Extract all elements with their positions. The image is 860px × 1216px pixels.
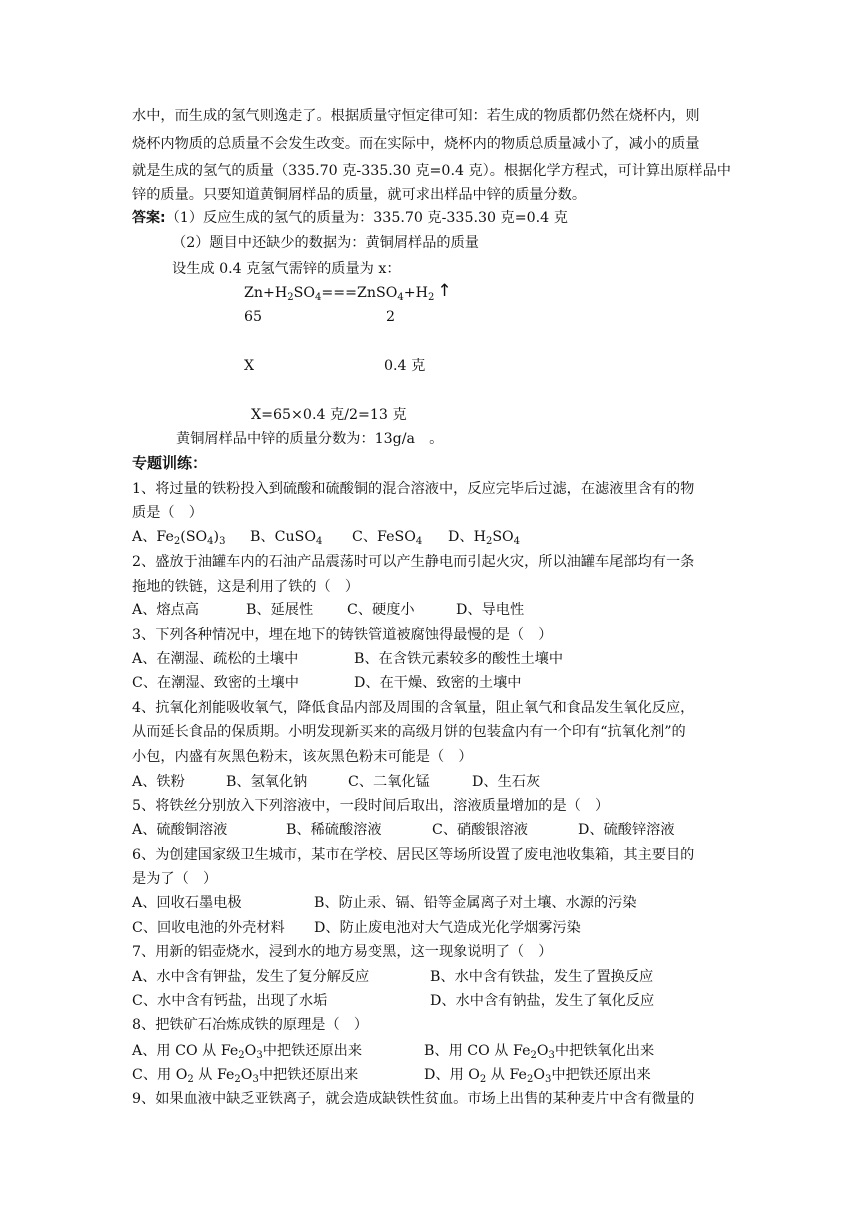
question-5-line-1: 5、将铁丝分别放入下列溶液中，一段时间后取出，溶液质量增加的是（ ）: [132, 798, 610, 814]
q5-option-c: C、硝酸银溶液: [432, 822, 528, 838]
mass-h2: 0.4 克: [384, 358, 426, 374]
q7-option-a: A、水中含有钾盐，发生了复分解反应: [132, 969, 370, 985]
intro-line-1: 水中，而生成的氢气则逸走了。根据质量守恒定律可知：若生成的物质都仍然在烧杯内，则: [132, 108, 700, 124]
q3-option-a: A、在潮湿、疏松的土壤中: [132, 651, 299, 667]
q8-option-d: D、用 $O_2$ 从 $Fe_2O_3$中把铁还原出来: [424, 1067, 651, 1085]
question-9-line-1: 9、如果血液中缺乏亚铁离子，就会造成缺铁性贫血。市场上出售的某种麦片中含有微量的: [132, 1091, 695, 1107]
q4-option-b: B、氢氧化钠: [226, 774, 308, 790]
gas-arrow-icon: ↑: [437, 281, 452, 301]
question-8-line-1: 8、把铁矿石冶炼成铁的原理是（ ）: [132, 1017, 369, 1033]
q7-option-c: C、水中含有钙盐，出现了水垢: [132, 993, 328, 1009]
question-2-line-2: 拖地的铁链，这是利用了铁的（ ）: [132, 579, 360, 595]
question-4-line-2: 从而延长食品的保质期。小明发现新买来的高级月饼的包装盒内有一个印有“抗氧化剂”的: [132, 724, 686, 740]
question-1-line-2: 质是（ ）: [132, 505, 203, 521]
question-1-line-1: 1、将过量的铁粉投入到硫酸和硫酸铜的混合溶液中，反应完毕后过滤，在滤液里含有的物: [132, 481, 695, 497]
molar-mass-zn: 65: [244, 309, 263, 325]
question-6-line-1: 6、为创建国家级卫生城市，某市在学校、居民区等场所设置了废电池收集箱，其主要目的: [132, 847, 695, 863]
section-title: 专题训练：: [132, 454, 208, 472]
q3-option-d: D、在干燥、致密的土壤中: [354, 675, 522, 691]
intro-line-2: 烧杯内物质的总质量不会发生改变。而在实际中，烧杯内的物质总质量减小了，减小的质量: [132, 136, 700, 152]
answer-part-1: （1）反应生成的氢气的质量为：335.70 克-335.30 克=0.4 克: [165, 210, 568, 226]
question-4-line-3: 小包，内盛有灰黑色粉末，该灰黑色粉末可能是（ ）: [132, 749, 473, 765]
q3-option-c: C、在潮湿、致密的土壤中: [132, 675, 299, 691]
answer-setup: 设生成 0.4 克氢气需锌的质量为 x：: [172, 261, 401, 277]
answer-label: 答案:: [132, 210, 166, 226]
q2-option-a: A、熔点高: [132, 602, 199, 618]
q5-option-a: A、硫酸铜溶液: [132, 822, 228, 838]
q5-option-b: B、稀硫酸溶液: [286, 822, 382, 838]
q4-option-a: A、铁粉: [132, 774, 185, 790]
q2-option-b: B、延展性: [246, 602, 314, 618]
question-2-line-1: 2、盛放于油罐车内的石油产品震荡时可以产生静电而引起火灾，所以油罐车尾部均有一条: [132, 554, 695, 570]
q6-option-c: C、回收电池的外壳材料: [132, 920, 285, 936]
q8-option-a: A、用 CO 从 $Fe_2O_3$中把铁还原出来: [132, 1043, 363, 1061]
chemical-equation: $Zn+H_2SO_4===ZnSO_4+H_2$ ↑: [244, 281, 452, 303]
answer-line-1: [132, 206, 568, 230]
q6-option-b: B、防止汞、镉、铅等金属离子对土壤、水源的污染: [314, 895, 637, 911]
fraction-line: 黄铜屑样品中锌的质量分数为：13g/a 。: [176, 431, 444, 447]
q8-option-b: B、用 CO 从 $Fe_2O_3$中把铁氧化出来: [424, 1043, 655, 1061]
question-3-line-1: 3、下列各种情况中，埋在地下的铸铁管道被腐蚀得最慢的是（ ）: [132, 627, 553, 643]
question-7-line-1: 7、用新的铝壶烧水，浸到水的地方易变黑，这一现象说明了（ ）: [132, 944, 553, 960]
q2-option-c: C、硬度小: [347, 602, 415, 618]
q3-option-b: B、在含铁元素较多的酸性土壤中: [354, 651, 564, 667]
q7-option-d: D、水中含有钠盐，发生了氧化反应: [430, 993, 655, 1009]
q1-option-c: C、FeSO$_4$: [352, 529, 423, 547]
solve-line: X=65×0.4 克/2=13 克: [251, 407, 407, 423]
intro-line-3: 就是生成的氢气的质量（335.70 克-335.30 克=0.4 克）。根据化学方程式，可计算出原样品中: [132, 163, 731, 179]
q4-option-d: D、生石灰: [472, 774, 541, 790]
q1-option-d: D、$H_2SO_4$: [448, 529, 521, 547]
answer-part-2: （2）题目中还缺少的数据为：黄铜屑样品的质量: [172, 235, 479, 251]
q1-option-a: A、$Fe_2(SO_4)_3$: [132, 529, 226, 547]
variable-x: X: [244, 358, 255, 374]
question-4-line-1: 4、抗氧化剂能吸收氧气，降低食品内部及周围的含氧量，阻止氧气和食品发生氧化反应，: [132, 700, 695, 716]
q2-option-d: D、导电性: [456, 602, 525, 618]
question-6-line-2: 是为了（ ）: [132, 871, 218, 887]
q6-option-a: A、回收石墨电极: [132, 895, 242, 911]
q5-option-d: D、硫酸锌溶液: [578, 822, 675, 838]
q4-option-c: C、二氧化锰: [348, 774, 430, 790]
q6-option-d: D、防止废电池对大气造成光化学烟雾污染: [314, 920, 581, 936]
q1-option-b: B、CuSO$_4$: [250, 529, 323, 547]
q7-option-b: B、水中含有铁盐，发生了置换反应: [430, 969, 654, 985]
q8-option-c: C、用 $O_2$ 从 $Fe_2O_3$中把铁还原出来: [132, 1067, 359, 1085]
intro-line-4: 锌的质量。只要知道黄铜屑样品的质量，就可求出样品中锌的质量分数。: [132, 187, 587, 203]
molar-mass-h2: 2: [386, 309, 396, 325]
